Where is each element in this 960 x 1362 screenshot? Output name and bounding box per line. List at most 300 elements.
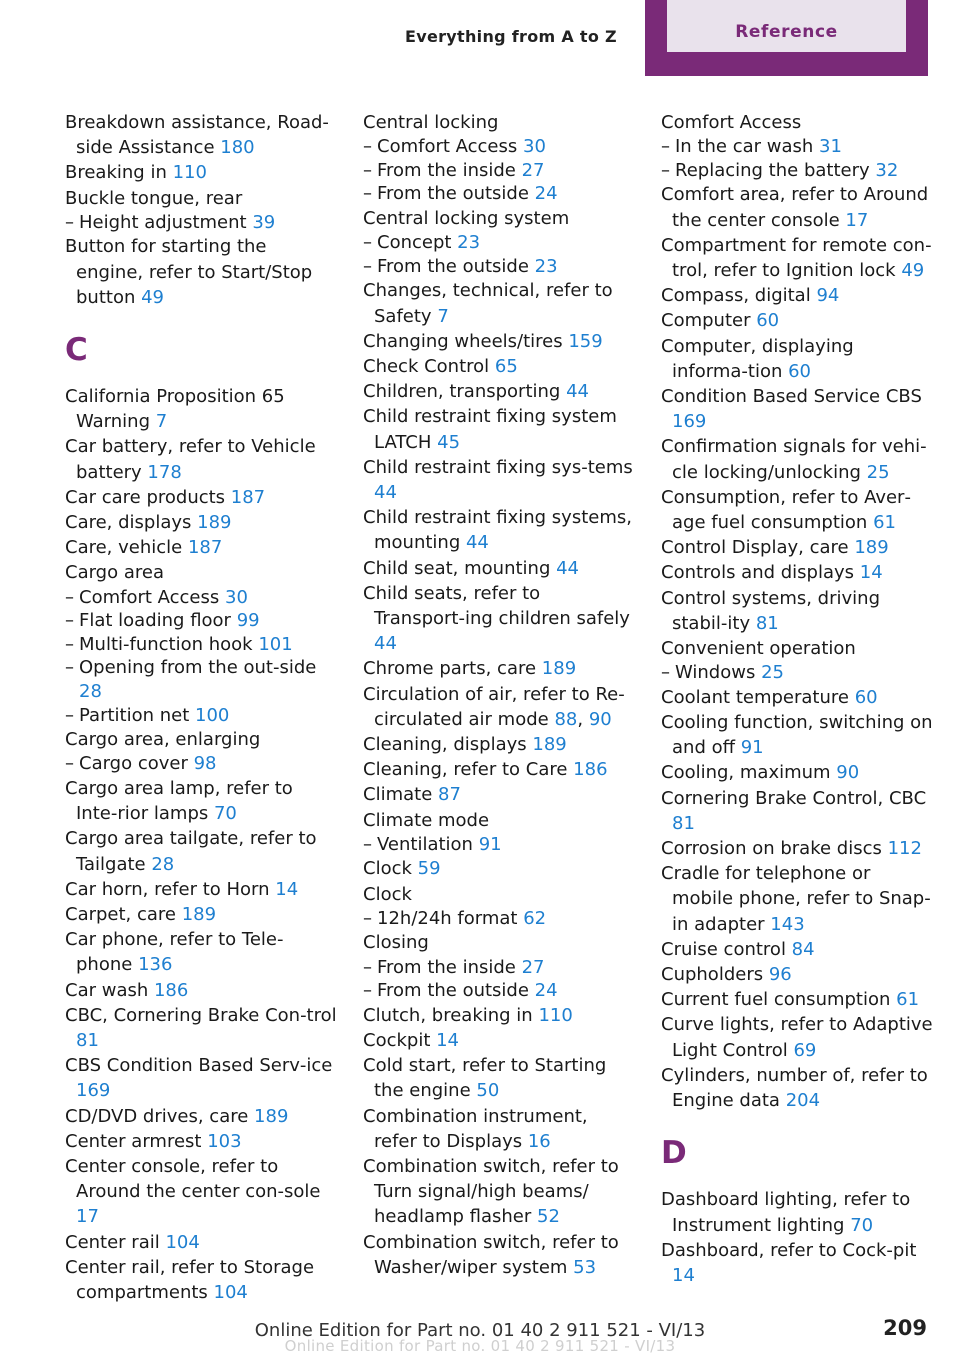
- entry-text: Curve lights, refer to Adaptive Light Control: [661, 1014, 933, 1061]
- entry-text: Central locking system: [363, 207, 570, 229]
- entry-text: 12h/24h format: [377, 907, 524, 929]
- entry-text: From the inside: [377, 956, 522, 978]
- page-link[interactable]: 50: [476, 1080, 500, 1102]
- reference-tab-label: Reference: [667, 0, 906, 52]
- index-entry: [363, 110, 635, 135]
- page-link[interactable]: 44: [566, 381, 589, 403]
- index-entry: [363, 1230, 635, 1280]
- entry-text: Car care products: [65, 486, 231, 508]
- entry-text: Computer, displaying informa‐tion: [661, 335, 854, 382]
- index-entry: [65, 727, 337, 752]
- index-entry: [363, 556, 635, 581]
- entry-text: Car horn, refer to Horn: [65, 878, 276, 900]
- page-link[interactable]: 204: [785, 1090, 821, 1112]
- entry-text: Controls and displays: [661, 562, 860, 584]
- entry-text: Car wash: [65, 979, 154, 1001]
- entry-text: Center rail: [65, 1231, 166, 1253]
- index-entry: [65, 902, 337, 927]
- index-entry: [661, 1187, 933, 1237]
- entry-text: Climate mode: [363, 809, 490, 831]
- index-entry: [661, 636, 933, 661]
- page-link[interactable]: 23: [534, 255, 558, 277]
- page-link[interactable]: 30: [523, 136, 546, 158]
- entry-text: Central locking: [363, 112, 499, 133]
- index-entry: [661, 836, 933, 861]
- page-link[interactable]: 136: [138, 954, 173, 976]
- entry-text: Multi-function hook: [79, 633, 259, 655]
- entry-text: Changes, technical, refer to Safety: [363, 280, 613, 327]
- page-link[interactable]: 17: [845, 209, 869, 231]
- page-link[interactable]: 189: [254, 1105, 289, 1127]
- page-link[interactable]: 16: [527, 1130, 551, 1152]
- page-link[interactable]: 44: [374, 482, 397, 503]
- entry-text: Cockpit: [363, 1030, 437, 1052]
- index-subentry: [661, 159, 933, 183]
- page-link[interactable]: 187: [187, 537, 223, 559]
- entry-text: Control systems, driving stabil‐ity: [661, 587, 880, 634]
- page-link[interactable]: 94: [816, 285, 840, 307]
- page-link[interactable]: 81: [755, 612, 779, 634]
- index-entry: [65, 1230, 337, 1255]
- index-entry: [661, 962, 933, 987]
- index-entry: [363, 1028, 635, 1053]
- subentry-dash: –: [363, 833, 372, 855]
- subentry-dash: –: [65, 211, 74, 233]
- index-entry: [65, 535, 337, 560]
- page-link[interactable]: 178: [147, 461, 182, 483]
- entry-text: Convenient operation: [661, 638, 856, 660]
- index-entry: [65, 110, 337, 160]
- entry-text: Cradle for telephone or mobile phone, refer to Snap-in adapter: [661, 863, 931, 935]
- index-entry: [661, 182, 933, 232]
- index-entry: [65, 1053, 337, 1103]
- entry-text: Comfort area, refer to Around the center console: [661, 184, 929, 231]
- entry-text: Child seat, mounting: [363, 557, 557, 579]
- page-separator: ,: [577, 708, 589, 730]
- subentry-dash: –: [363, 232, 372, 254]
- entry-text: Control Display, care: [661, 537, 855, 559]
- entry-text: Consumption, refer to Aver‐age fuel consumption: [661, 486, 911, 534]
- entry-text: Cupholders: [661, 964, 769, 986]
- index-entry: [363, 455, 635, 505]
- page-link[interactable]: 189: [181, 904, 217, 926]
- subentry-dash: –: [65, 704, 74, 726]
- entry-text: Child restraint fixing systems, mounting: [363, 507, 632, 554]
- page-link[interactable]: 61: [873, 512, 896, 534]
- subentry-dash: –: [363, 956, 372, 978]
- page-link[interactable]: 104: [213, 1282, 248, 1304]
- page-link[interactable]: 143: [770, 913, 805, 935]
- page-link[interactable]: 59: [417, 858, 441, 880]
- entry-text: Concept: [377, 232, 458, 254]
- index-entry: [661, 384, 933, 434]
- page-link[interactable]: 104: [165, 1231, 200, 1253]
- subentry-dash: –: [661, 159, 670, 181]
- index-entry: [661, 685, 933, 710]
- subentry-dash: –: [363, 159, 372, 181]
- entry-text: Coolant temperature: [661, 686, 855, 708]
- section-header: Everything from A to Z: [405, 27, 617, 46]
- page-link[interactable]: 32: [875, 159, 899, 181]
- entry-text: Cleaning, refer to Care: [363, 759, 574, 781]
- entry-text: California Proposition 65 Warning: [65, 386, 285, 433]
- entry-text: Care, displays: [65, 512, 198, 534]
- index-entry: [661, 535, 933, 560]
- index-entry: [661, 308, 933, 333]
- index-entry: [65, 434, 337, 484]
- page-link[interactable]: 103: [207, 1130, 242, 1152]
- page-link[interactable]: 25: [866, 461, 890, 483]
- subentry-dash: –: [65, 657, 74, 679]
- page-link[interactable]: 14: [275, 878, 299, 900]
- index-entry: [65, 384, 337, 434]
- index-column-3: [661, 110, 933, 1288]
- page-link[interactable]: 112: [887, 838, 922, 860]
- entry-text: Child restraint fixing system LATCH: [363, 406, 617, 453]
- subentry-dash: –: [661, 662, 670, 684]
- page-link[interactable]: 14: [436, 1030, 460, 1052]
- entry-text: Cooling function, switching on and off: [661, 712, 933, 759]
- page-link[interactable]: 39: [252, 211, 276, 233]
- page-link[interactable]: 28: [151, 853, 175, 875]
- index-entry: [363, 732, 635, 757]
- entry-text: Clutch, breaking in: [363, 1004, 539, 1026]
- page-link[interactable]: 23: [457, 232, 481, 254]
- entry-text: CD/DVD drives, care: [65, 1105, 255, 1127]
- page-link[interactable]: 189: [541, 658, 577, 680]
- entry-text: Cruise control: [661, 938, 792, 960]
- page-link[interactable]: 110: [172, 162, 207, 184]
- page-link[interactable]: 96: [768, 964, 792, 986]
- entry-text: Cooling, maximum: [661, 762, 837, 784]
- page-link[interactable]: 110: [538, 1004, 573, 1026]
- subentry-dash: –: [363, 907, 372, 929]
- entry-text: Child restraint fixing sys‐tems: [363, 456, 633, 478]
- page-link[interactable]: 98: [193, 753, 217, 775]
- entry-text: From the outside: [377, 255, 535, 277]
- page-link[interactable]: 70: [213, 803, 237, 825]
- index-entry: [661, 987, 933, 1012]
- entry-text: Current fuel consumption: [661, 989, 897, 1011]
- index-entry: [363, 404, 635, 454]
- entry-text: Center console, refer to Around the center con‐sole: [65, 1156, 321, 1203]
- entry-text: Compass, digital: [661, 285, 817, 307]
- footer-edition: Online Edition for Part no. 01 40 2 911 521 - VI/13: [254, 1320, 706, 1341]
- subentry-dash: –: [363, 255, 372, 277]
- index-entry: [363, 856, 635, 881]
- index-entry: [661, 710, 933, 760]
- index-subentry: [65, 656, 337, 703]
- page-link[interactable]: 31: [819, 136, 842, 158]
- page-link[interactable]: 99: [236, 610, 260, 632]
- entry-text: Partition net: [79, 704, 195, 726]
- subentry-dash: –: [65, 586, 74, 608]
- index-entry: [363, 278, 635, 328]
- entry-text: Children, transporting: [363, 381, 567, 403]
- index-entry: [661, 786, 933, 836]
- page-link[interactable]: 81: [672, 812, 695, 834]
- page-link[interactable]: 189: [532, 734, 567, 756]
- index-entry: [661, 861, 933, 937]
- entry-text: Computer: [661, 310, 757, 332]
- entry-text: Replacing the battery: [675, 159, 876, 181]
- entry-text: Dashboard, refer to Cock‐pit: [661, 1239, 917, 1261]
- page-link[interactable]: 189: [854, 537, 889, 559]
- entry-text: In the car wash: [675, 136, 820, 158]
- entry-text: Comfort Access: [661, 112, 802, 133]
- page-link[interactable]: 60: [854, 686, 878, 708]
- page-number: 209: [883, 1316, 927, 1340]
- index-entry: [363, 682, 635, 732]
- entry-text: Opening from the out‐side: [79, 657, 317, 679]
- index-entry: [363, 354, 635, 379]
- entry-text: Ventilation: [377, 833, 479, 855]
- index-subentry: [363, 255, 635, 279]
- entry-text: Cargo cover: [79, 753, 194, 775]
- index-entry: [65, 160, 337, 185]
- page-link[interactable]: 90: [836, 762, 860, 784]
- index-entry: [65, 927, 337, 977]
- entry-text: Breaking in: [65, 162, 173, 184]
- index-subentry: [65, 704, 337, 728]
- index-letter-heading: C: [65, 332, 88, 369]
- index-entry: [65, 234, 337, 310]
- page-link[interactable]: 60: [788, 360, 812, 382]
- page-link[interactable]: 7: [437, 305, 449, 327]
- subentry-dash: –: [65, 753, 74, 775]
- entry-text: Chrome parts, care: [363, 658, 542, 680]
- entry-text: Windows: [675, 662, 762, 684]
- index-entry: [363, 1003, 635, 1028]
- index-entry: [363, 882, 635, 907]
- index-entry: [363, 782, 635, 807]
- index-entry: [363, 1104, 635, 1154]
- page-link[interactable]: 44: [556, 557, 579, 579]
- page-link[interactable]: 187: [230, 486, 266, 508]
- index-entry: [661, 1063, 933, 1113]
- entry-text: Combination instrument, refer to Displays: [363, 1105, 588, 1152]
- page-link[interactable]: 27: [521, 159, 545, 181]
- index-entry: [363, 656, 635, 681]
- entry-text: Cornering Brake Control, CBC: [661, 787, 927, 809]
- index-entry: [363, 930, 635, 955]
- page-link[interactable]: 180: [220, 137, 255, 159]
- index-entry: [65, 776, 337, 826]
- page-link[interactable]: 61: [896, 989, 920, 1011]
- page-link[interactable]: 44: [374, 633, 397, 655]
- index-subentry: [661, 661, 933, 685]
- page-link[interactable]: 53: [573, 1256, 597, 1278]
- entry-text: Cleaning, displays: [363, 734, 533, 756]
- index-entry: [65, 510, 337, 535]
- page-link[interactable]: 101: [258, 633, 293, 655]
- index-entry: [661, 434, 933, 484]
- index-letter-heading: D: [661, 1135, 687, 1172]
- entry-text: Dashboard lighting, refer to Instrument lighting: [661, 1189, 911, 1236]
- page-link[interactable]: 159: [568, 330, 603, 352]
- page-link[interactable]: 17: [76, 1206, 99, 1228]
- index-subentry: [363, 956, 635, 980]
- entry-text: Buckle tongue, rear: [65, 187, 243, 209]
- index-subentry: [65, 586, 337, 610]
- entry-text: Clock: [363, 858, 418, 880]
- entry-text: Combination switch, refer to Washer/wiper system: [363, 1231, 619, 1278]
- page-link[interactable]: 52: [537, 1206, 560, 1228]
- entry-text: Cargo area, enlarging: [65, 729, 261, 751]
- subentry-dash: –: [363, 136, 372, 158]
- page-link[interactable]: 90: [588, 708, 612, 730]
- index-entry: [65, 186, 337, 211]
- index-subentry: [363, 135, 635, 159]
- index-entry: [65, 485, 337, 510]
- subentry-dash: –: [363, 980, 372, 1002]
- entry-text: Child seats, refer to Transport‐ing children safely: [363, 582, 630, 630]
- page-link[interactable]: 49: [901, 260, 925, 281]
- index-entry: [65, 877, 337, 902]
- entry-text: Car battery, refer to Vehicle battery: [65, 436, 316, 483]
- page-link[interactable]: 91: [478, 833, 502, 855]
- entry-text: Corrosion on brake discs: [661, 838, 888, 860]
- page-link[interactable]: 87: [438, 784, 461, 806]
- index-entry: [363, 329, 635, 354]
- entry-text: From the outside: [377, 980, 535, 1002]
- index-entry: [363, 581, 635, 657]
- page-link[interactable]: 189: [197, 512, 232, 534]
- entry-text: Cargo area lamp, refer to Inte‐rior lamps: [65, 778, 293, 825]
- page-link[interactable]: 169: [76, 1080, 111, 1102]
- entry-text: Clock: [363, 883, 412, 905]
- entry-text: Changing wheels/tires: [363, 330, 569, 352]
- index-entry: [363, 505, 635, 555]
- index-entry: [661, 283, 933, 308]
- page-link[interactable]: 28: [79, 681, 102, 703]
- entry-text: Breakdown assistance, Road‐side Assistance: [65, 112, 329, 159]
- entry-text: Comfort Access: [377, 136, 523, 158]
- subentry-dash: –: [363, 183, 372, 205]
- page-link[interactable]: 7: [155, 411, 168, 433]
- index-column-2: [363, 110, 635, 1280]
- page-link[interactable]: 91: [740, 737, 764, 759]
- page-link[interactable]: 186: [573, 759, 608, 781]
- entry-text: CBS Condition Based Serv‐ice: [65, 1055, 333, 1077]
- index-subentry: [363, 182, 635, 206]
- index-entry: [65, 1104, 337, 1129]
- page-link[interactable]: 14: [859, 562, 883, 584]
- index-subentry: [661, 135, 933, 159]
- index-subentry: [363, 159, 635, 183]
- entry-text: Button for starting the engine, refer to Start/Stop button: [65, 236, 313, 308]
- entry-text: Closing: [363, 932, 429, 954]
- index-entry: [363, 808, 635, 833]
- index-entry: [661, 1238, 933, 1288]
- index-subentry: [363, 231, 635, 255]
- page-link[interactable]: 84: [791, 938, 815, 960]
- entry-text: Cold start, refer to Starting the engine: [363, 1055, 607, 1102]
- index-entry: [363, 757, 635, 782]
- entry-text: Center rail, refer to Storage compartments: [65, 1256, 315, 1304]
- entry-text: From the outside: [377, 183, 535, 205]
- page-link[interactable]: 24: [534, 183, 558, 205]
- entry-text: Cargo area: [65, 562, 164, 584]
- page-link[interactable]: 70: [850, 1214, 874, 1236]
- entry-text: Confirmation signals for vehi‐cle locking/unlocking: [661, 436, 927, 483]
- entry-text: Combination switch, refer to Turn signal/high beams/ headlamp flasher: [363, 1156, 619, 1228]
- entry-text: Care, vehicle: [65, 537, 188, 559]
- page-link[interactable]: 65: [494, 355, 518, 377]
- page-link[interactable]: 44: [465, 532, 489, 554]
- index-subentry: [65, 211, 337, 235]
- index-entry: [65, 826, 337, 876]
- page-link[interactable]: 186: [153, 979, 189, 1001]
- entry-text: Flat loading floor: [79, 610, 237, 632]
- index-entry: [65, 1003, 337, 1053]
- page-link[interactable]: 24: [534, 980, 558, 1002]
- index-entry: [661, 560, 933, 585]
- index-column-1: [65, 110, 337, 1305]
- entry-text: CBC, Cornering Brake Con‐trol: [65, 1004, 337, 1026]
- page-link[interactable]: 30: [225, 586, 248, 608]
- footer-watermark: Online Edition for Part no. 01 40 2 911 521 - VI/13: [284, 1337, 676, 1355]
- index-subentry: [363, 833, 635, 857]
- page-link[interactable]: 14: [672, 1264, 695, 1286]
- page-link[interactable]: 60: [756, 310, 780, 332]
- page-link[interactable]: 69: [793, 1039, 817, 1061]
- entry-text: Carpet, care: [65, 904, 182, 926]
- entry-text: Car phone, refer to Tele‐phone: [65, 929, 284, 976]
- entry-text: Condition Based Service CBS: [661, 386, 922, 408]
- page-link[interactable]: 100: [195, 704, 230, 726]
- entry-text: Check Control: [363, 355, 495, 377]
- subentry-dash: –: [661, 136, 670, 158]
- index-entry: [661, 110, 933, 135]
- entry-text: Center armrest: [65, 1130, 208, 1152]
- page-link[interactable]: 62: [523, 907, 547, 929]
- index-entry: [363, 1154, 635, 1230]
- index-entry: [661, 760, 933, 785]
- page-link[interactable]: 49: [141, 286, 164, 308]
- page-link[interactable]: 25: [761, 662, 784, 684]
- entry-text: Circulation of air, refer to Re‐circulated air mode: [363, 683, 625, 730]
- index-entry: [661, 233, 933, 283]
- index-entry: [65, 1154, 337, 1230]
- index-entry: [65, 1129, 337, 1154]
- page-link[interactable]: 27: [521, 956, 545, 978]
- index-entry: [661, 937, 933, 962]
- subentry-dash: –: [65, 633, 74, 655]
- page-link[interactable]: 88: [554, 708, 578, 730]
- index-subentry: [65, 633, 337, 657]
- index-subentry: [363, 979, 635, 1003]
- index-entry: [661, 586, 933, 636]
- entry-text: Comfort Access: [79, 586, 225, 608]
- index-entry: [65, 1255, 337, 1305]
- index-entry: [363, 206, 635, 231]
- entry-text: From the inside: [377, 159, 522, 181]
- page-link[interactable]: 45: [437, 431, 461, 453]
- entry-text: Compartment for remote con‐trol, refer to Ignition lock: [661, 234, 932, 281]
- index-entry: [65, 560, 337, 585]
- index-subentry: [65, 752, 337, 776]
- page-link[interactable]: 169: [672, 411, 707, 433]
- index-entry: [661, 1012, 933, 1062]
- index-subentry: [363, 907, 635, 931]
- subentry-dash: –: [65, 610, 74, 632]
- entry-text: Cargo area tailgate, refer to Tailgate: [65, 828, 317, 875]
- entry-text: Climate: [363, 784, 438, 806]
- index-subentry: [65, 609, 337, 633]
- page-link[interactable]: 81: [76, 1030, 99, 1052]
- reference-tab[interactable]: [645, 0, 928, 76]
